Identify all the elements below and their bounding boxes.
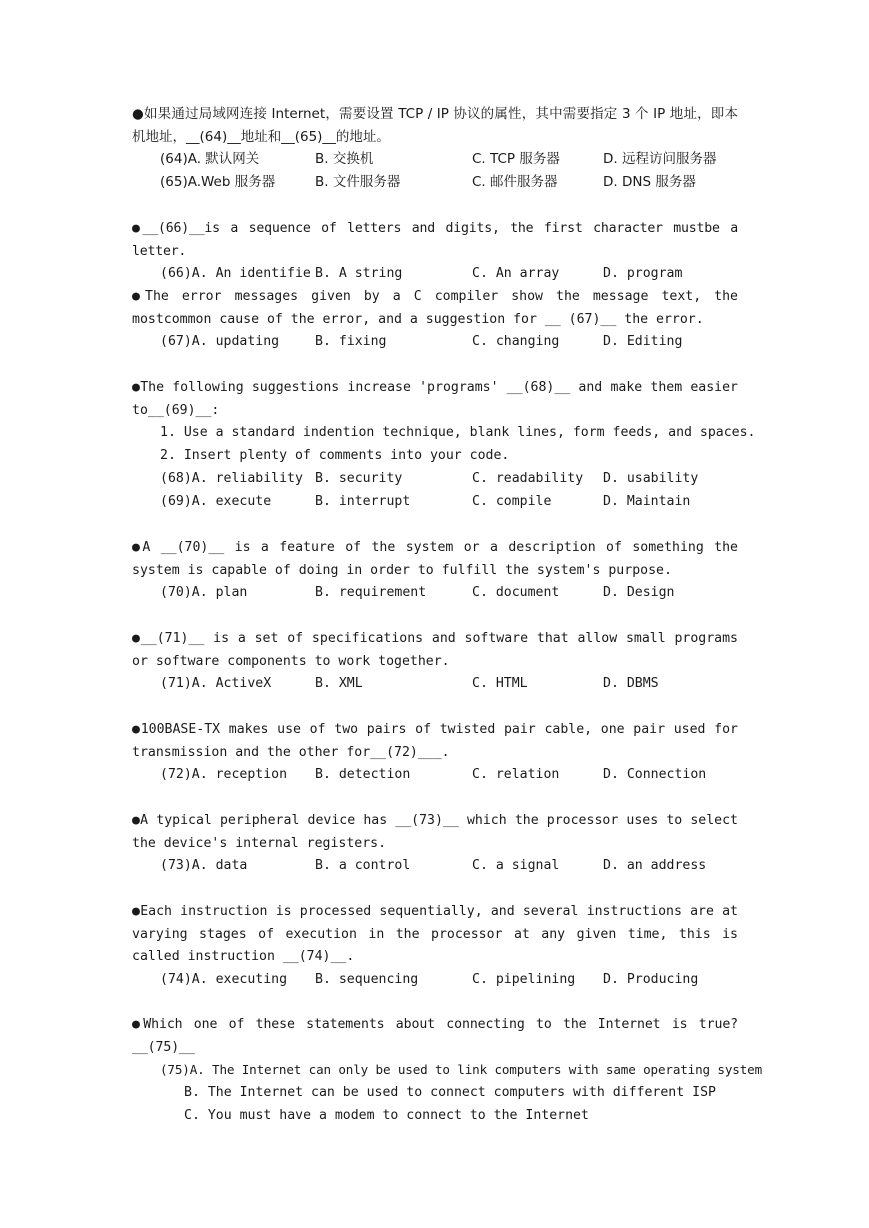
question-stem: ●Which one of these statements about connecting to the Internet is true? __(75)__	[132, 1017, 746, 1055]
option-64-a: (64)A. 默认网关	[160, 151, 260, 168]
option-66-a: (66)A. An identifie	[160, 266, 311, 282]
option-65-c: C. 邮件服务器	[472, 173, 558, 190]
option-68-c: C. readability	[472, 470, 584, 486]
question-stem: ●A __(70)__ is a feature of the system or a description of something the system is capable of doing in order to fulfill the system's purpose.	[132, 540, 746, 578]
option-71-b: B. XML	[315, 676, 363, 692]
option-row-70	[132, 582, 738, 605]
option-70-b: B. requirement	[315, 585, 427, 601]
option-74-d: D. Producing	[603, 971, 699, 987]
option-66-b: B. A string	[315, 266, 403, 282]
question-stem: ●A typical peripheral device has __(73)__ which the processor uses to select the device's internal registers.	[132, 813, 746, 851]
question-stem: ●如果通过局域网连接 Internet，需要设置 TCP / IP 协议的属性，其中需要指定 3 个 IP 地址，即本机地址，__(64)__地址和__(65)__的地址。	[132, 106, 738, 145]
option-64-b: B. 交换机	[315, 151, 374, 168]
option-row-67	[132, 331, 738, 354]
option-73-a: (73)A. data	[160, 858, 248, 874]
option-64-d: D. 远程访问服务器	[603, 151, 717, 168]
option-74-a: (74)A. executing	[160, 971, 288, 987]
question-70	[132, 537, 746, 605]
option-66-d: D. program	[603, 266, 683, 282]
option-row-71	[132, 673, 738, 696]
option-75-a: (75)A. The Internet can only be used to link computers with same operating system	[160, 1062, 762, 1078]
option-67-b: B. fixing	[315, 334, 387, 350]
option-row-69	[132, 491, 738, 514]
option-69-c: C. compile	[472, 493, 552, 509]
option-70-a: (70)A. plan	[160, 585, 248, 601]
option-row-65	[132, 171, 738, 194]
option-73-b: B. a control	[315, 858, 411, 874]
option-71-c: C. HTML	[472, 676, 528, 692]
option-71-d: D. DBMS	[603, 676, 659, 692]
option-row-73	[132, 855, 738, 878]
question-stem: ●Each instruction is processed sequentially, and several instructions are at varying stages of execution in the processor at any given time, this is called instruction __(74)__.	[132, 904, 746, 965]
option-73-d: D. an address	[603, 858, 707, 874]
suggestion-item-2: 2. Insert plenty of comments into your code.	[160, 447, 510, 463]
option-75-b: B. The Internet can be used to connect computers with different ISP	[184, 1084, 716, 1100]
option-69-d: D. Maintain	[603, 493, 691, 509]
option-row-74	[132, 969, 738, 992]
option-72-a: (72)A. reception	[160, 767, 288, 783]
option-67-c: C. changing	[472, 334, 560, 350]
question-stem: ●100BASE-TX makes use of two pairs of twisted pair cable, one pair used for transmission and the other for__(72)___.	[132, 722, 746, 760]
question-stem: ●The error messages given by a C compiler show the message text, the mostcommon cause of the error, and a suggestion for __ (67)__ the error.	[132, 289, 746, 327]
question-64-65	[132, 103, 738, 194]
question-stem: ●__(71)__ is a set of specifications and software that allow small programs or software components to work together.	[132, 631, 746, 669]
option-66-c: C. An array	[472, 266, 560, 282]
option-67-d: D. Editing	[603, 334, 683, 350]
question-stem: ●__(66)__is a sequence of letters and digits, the first character mustbe a letter.	[132, 221, 746, 259]
option-71-a: (71)A. ActiveX	[160, 676, 272, 692]
question-68-69	[132, 377, 756, 513]
question-stem: ●The following suggestions increase 'programs' __(68)__ and make them easier to__(69)__:	[132, 380, 746, 418]
question-73	[132, 810, 746, 878]
option-row-64	[132, 148, 738, 171]
option-row-66	[132, 263, 738, 286]
option-68-d: D. usability	[603, 470, 699, 486]
option-73-c: C. a signal	[472, 858, 560, 874]
option-65-b: B. 文件服务器	[315, 173, 401, 190]
option-row-72	[132, 764, 738, 787]
option-row-68	[132, 468, 738, 491]
option-72-b: B. detection	[315, 767, 411, 783]
option-72-c: C. relation	[472, 767, 560, 783]
option-67-a: (67)A. updating	[160, 334, 280, 350]
question-66	[132, 218, 746, 286]
suggestion-item-1: 1. Use a standard indention technique, blank lines, form feeds, and spaces.	[160, 425, 756, 441]
question-67	[132, 286, 746, 354]
option-65-d: D. DNS 服务器	[603, 173, 696, 190]
option-72-d: D. Connection	[603, 767, 707, 783]
option-65-a: (65)A.Web 服务器	[160, 173, 276, 190]
question-71	[132, 628, 746, 696]
option-69-a: (69)A. execute	[160, 493, 272, 509]
question-72	[132, 719, 746, 787]
option-68-b: B. security	[315, 470, 403, 486]
option-70-c: C. document	[472, 585, 560, 601]
option-74-b: B. sequencing	[315, 971, 419, 987]
option-64-c: C. TCP 服务器	[472, 151, 560, 168]
option-68-a: (68)A. reliability	[160, 470, 303, 486]
option-69-b: B. interrupt	[315, 493, 411, 509]
question-75	[132, 1014, 762, 1128]
option-70-d: D. Design	[603, 585, 675, 601]
question-74	[132, 901, 746, 992]
option-74-c: C. pipelining	[472, 971, 576, 987]
option-75-c: C. You must have a modem to connect to the Internet	[184, 1107, 589, 1123]
